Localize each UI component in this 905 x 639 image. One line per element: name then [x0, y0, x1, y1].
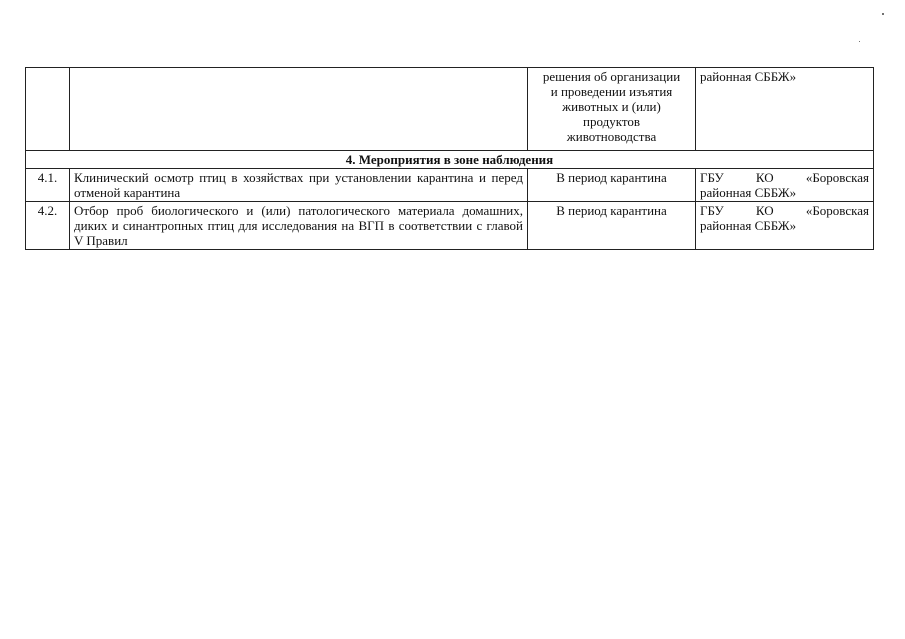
- period-line: и проведении изъятия: [550, 84, 673, 99]
- table-row-continuation: [26, 68, 874, 151]
- period-line: решения об организации: [542, 69, 681, 84]
- responsible-word: КО: [755, 203, 774, 218]
- responsible-line: [700, 170, 869, 185]
- scan-speck: [859, 41, 860, 42]
- period-line: животных и (или): [562, 99, 661, 114]
- task-cell: Клинический осмотр птиц в хозяйствах при установлении карантина и перед отменой карантина: [70, 169, 528, 202]
- row-number-cell: [26, 68, 70, 151]
- responsible-word: ГБУ: [700, 203, 724, 218]
- responsible-word: ГБУ: [700, 170, 724, 185]
- section-heading: 4. Мероприятия в зоне наблюдения: [26, 151, 874, 169]
- measures-table: [25, 67, 874, 250]
- responsible-line: районная СББЖ»: [700, 218, 797, 233]
- table-row: [26, 202, 874, 250]
- task-cell: [70, 68, 528, 151]
- responsible-word: КО: [755, 170, 774, 185]
- row-number-cell: 4.2.: [26, 202, 70, 250]
- responsible-word: «Боровская: [805, 170, 869, 185]
- section-heading-row: [26, 151, 874, 169]
- scan-speck: [882, 13, 884, 15]
- period-cell: [528, 68, 696, 151]
- period-cell: В период карантина: [528, 169, 696, 202]
- task-cell: Отбор проб биологического и (или) патологического материала домашних, диких и синантропных птиц для исследования на ВГП в соответствии с главой V Правил: [70, 202, 528, 250]
- period-line: животноводства: [566, 129, 657, 144]
- responsible-line: районная СББЖ»: [700, 185, 797, 200]
- table-row: [26, 169, 874, 202]
- period-line: продуктов: [583, 114, 640, 129]
- row-number-cell: 4.1.: [26, 169, 70, 202]
- responsible-cell: [696, 202, 874, 250]
- responsible-cell: [696, 169, 874, 202]
- responsible-word: «Боровская: [805, 203, 869, 218]
- responsible-line: [700, 203, 869, 218]
- period-cell: В период карантина: [528, 202, 696, 250]
- responsible-cell: районная СББЖ»: [696, 68, 874, 151]
